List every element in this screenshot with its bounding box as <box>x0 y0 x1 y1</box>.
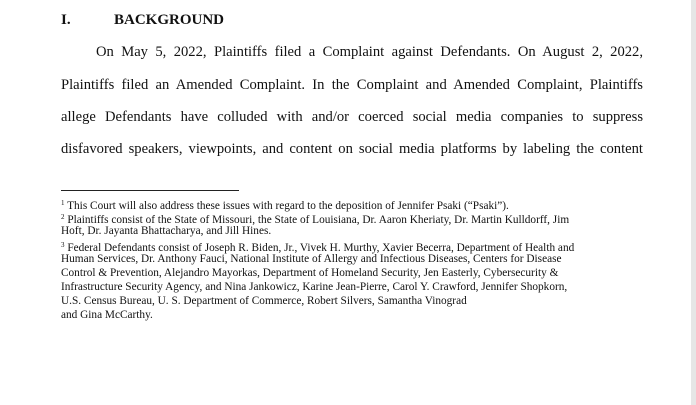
footnote-3-cont: U.S. Census Bureau, U. S. Department of Commerce, Robert Silvers, Samantha Vinograd <box>61 295 467 307</box>
body-line: On May 5, 2022, Plaintiffs filed a Complaint against Defendants. On August 2, 2022, <box>96 44 643 60</box>
section-heading: BACKGROUND <box>114 12 225 28</box>
footnote-3: $^3$ Federal Defendants consist of Joseph R. Biden, Jr., Vivek H. Murthy, Xavier Becerra, Department of Health and <box>61 241 575 254</box>
body-line: allege Defendants have colluded with and/or coerced social media companies to suppress <box>61 109 643 125</box>
body-line: Plaintiffs filed an Amended Complaint. In the Complaint and Amended Complaint, Plaintiffs <box>61 77 643 93</box>
footnote-2-cont: Hoft, Dr. Jayanta Bhattacharya, and Jill Hines. <box>61 225 272 237</box>
body-line: disfavored speakers, viewpoints, and content on social media platforms by labeling the content <box>61 141 643 157</box>
footnote-3-cont: Infrastructure Security Agency, and Nina Jankowicz, Karine Jean-Pierre, Carol Y. Crawford, Jennifer Shopkorn, <box>61 281 568 293</box>
footnote-3-cont: and Gina McCarthy. <box>61 309 153 321</box>
footnote-1: $^1$ This Court will also address these issues with regard to the deposition of Jennifer Psaki (“Psaki”). <box>61 199 509 212</box>
footnote-3-cont: Human Services, Dr. Anthony Fauci, National Institute of Allergy and Infectious Diseases, Centers for Disease <box>61 253 562 265</box>
footnote-rule <box>61 190 239 191</box>
footnote-2: $^2$ Plaintiffs consist of the State of Missouri, the State of Louisiana, Dr. Aaron Kheriaty, Dr. Martin Kulldorff, Jim <box>61 213 570 226</box>
section-number: I. <box>61 12 71 28</box>
page-edge <box>691 0 696 405</box>
footnote-3-cont: Control & Prevention, Alejandro Mayorkas, Department of Homeland Security, Jen Easterly, Cybersecurity & <box>61 267 559 279</box>
